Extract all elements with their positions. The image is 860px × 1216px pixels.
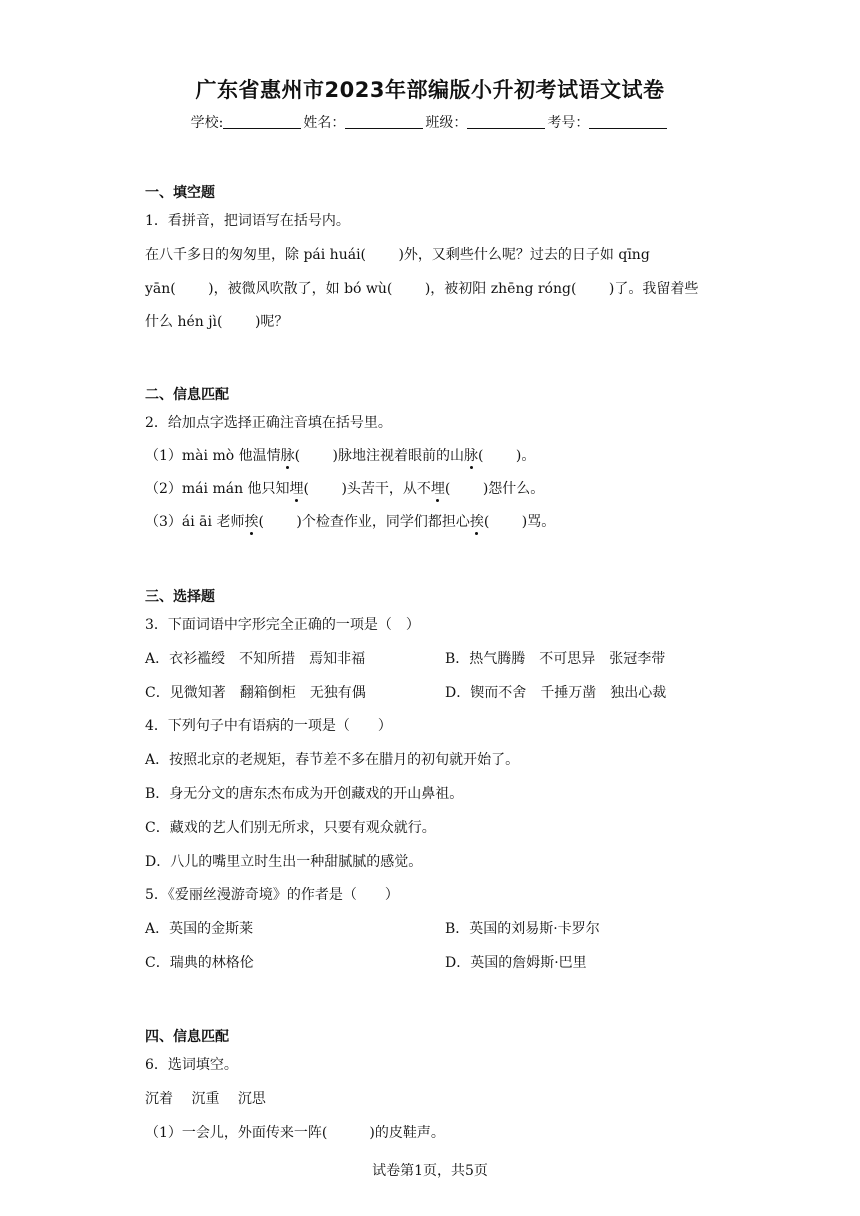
q2-item-2 — [145, 478, 544, 498]
section-heading-choice: 三、选择题 — [145, 589, 215, 605]
q3-option-a[interactable]: A．衣衫褴绶 不知所措 焉知非福 — [145, 651, 366, 667]
q2-item-1-text-b: ( )脉地注视着眼前的山 — [294, 448, 464, 464]
q5-option-b[interactable]: B．英国的刘易斯·卡罗尔 — [445, 921, 600, 937]
page-footer: 试卷第1页，共5页 — [372, 1163, 488, 1179]
q2-item-3-text-c: ( )骂。 — [483, 514, 556, 530]
q5-stem: 5．《爱丽丝漫游奇境》的作者是（ ） — [145, 887, 399, 903]
dotted-char: 挨 — [244, 514, 259, 530]
section-heading-matching: 二、信息匹配 — [145, 387, 229, 403]
q2-item-3 — [145, 511, 555, 531]
q4-option-b[interactable]: B．身无分文的唐东杰布成为开创藏戏的开山鼻祖。 — [145, 786, 464, 802]
q1-line-3: 什么 hén jì( )呢？ — [145, 314, 289, 330]
class-label: 班级： — [425, 115, 468, 131]
page-title: 广东省惠州市2023年部编版小升初考试语文试卷 — [195, 78, 665, 102]
q2-item-1-text-c: ( )。 — [478, 448, 536, 464]
q4-option-a[interactable]: A．按照北京的老规矩，春节差不多在腊月的初旬就开始了。 — [145, 752, 520, 768]
q2-item-1 — [145, 445, 535, 465]
q2-item-3-text-b: ( )个检查作业，同学们都担心 — [258, 514, 470, 530]
q2-item-2-text-a: （2）mái mán 他只知 — [145, 481, 290, 497]
dotted-char: 埋 — [289, 481, 304, 497]
q1-line-2: yān( )，被微风吹散了，如 bó wù( )，被初阳 zhēng róng( )了。我留着些 — [145, 281, 699, 297]
q3-option-c[interactable]: C．见微知著 翻箱倒柜 无独有偶 — [145, 685, 366, 701]
name-blank[interactable] — [345, 114, 423, 129]
q4-option-d[interactable]: D．八儿的嘴里立时生出一种甜腻腻的感觉。 — [145, 854, 423, 870]
student-info-row — [0, 112, 860, 132]
dotted-char: 脉 — [464, 448, 478, 464]
exam-number-label: 考号： — [547, 115, 590, 131]
q2-item-2-text-b: ( )头苦干，从不 — [303, 481, 431, 497]
dotted-char: 挨 — [469, 514, 484, 530]
q4-option-c[interactable]: C．藏戏的艺人们别无所求，只要有观众就行。 — [145, 820, 436, 836]
exam-number-blank[interactable] — [589, 114, 667, 129]
q4-stem: 4．下列句子中有语病的一项是（ ） — [145, 718, 392, 734]
q6-item-1: （1）一会儿，外面传来一阵( )的皮鞋声。 — [145, 1125, 445, 1141]
q6-stem: 6．选词填空。 — [145, 1057, 238, 1073]
section-heading-fill-blank: 一、填空题 — [145, 185, 215, 201]
q6-word-bank: 沉着 沉重 沉思 — [145, 1091, 266, 1107]
school-label: 学校: — [190, 115, 224, 131]
q2-item-3-text-a: （3）ái āi 老师 — [145, 514, 245, 530]
q5-option-a[interactable]: A．英国的金斯莱 — [145, 921, 254, 937]
q1-line-1: 在八千多日的匆匆里，除 pái huái( )外，又剩些什么呢？过去的日子如 qīng — [145, 247, 650, 263]
dotted-char: 埋 — [430, 481, 445, 497]
class-blank[interactable] — [467, 114, 545, 129]
q3-option-d[interactable]: D．锲而不舍 千捶万凿 独出心裁 — [445, 685, 667, 701]
q5-option-d[interactable]: D．英国的詹姆斯·巴里 — [445, 955, 587, 971]
q2-item-2-text-c: ( )怨什么。 — [444, 481, 545, 497]
name-label: 姓名： — [303, 115, 346, 131]
q5-option-c[interactable]: C．瑞典的林格伦 — [145, 955, 254, 971]
q2-item-1-text-a: （1）mài mò 他温情 — [145, 448, 281, 464]
school-blank[interactable] — [223, 114, 301, 129]
q1-stem: 1．看拼音，把词语写在括号内。 — [145, 213, 350, 229]
q2-stem: 2．给加点字选择正确注音填在括号里。 — [145, 415, 392, 431]
q3-option-b[interactable]: B．热气腾腾 不可思异 张冠李带 — [445, 651, 666, 667]
dotted-char: 脉 — [280, 448, 295, 464]
q3-stem: 3．下面词语中字形完全正确的一项是（ ） — [145, 617, 420, 633]
section-heading-matching-2: 四、信息匹配 — [145, 1029, 229, 1045]
